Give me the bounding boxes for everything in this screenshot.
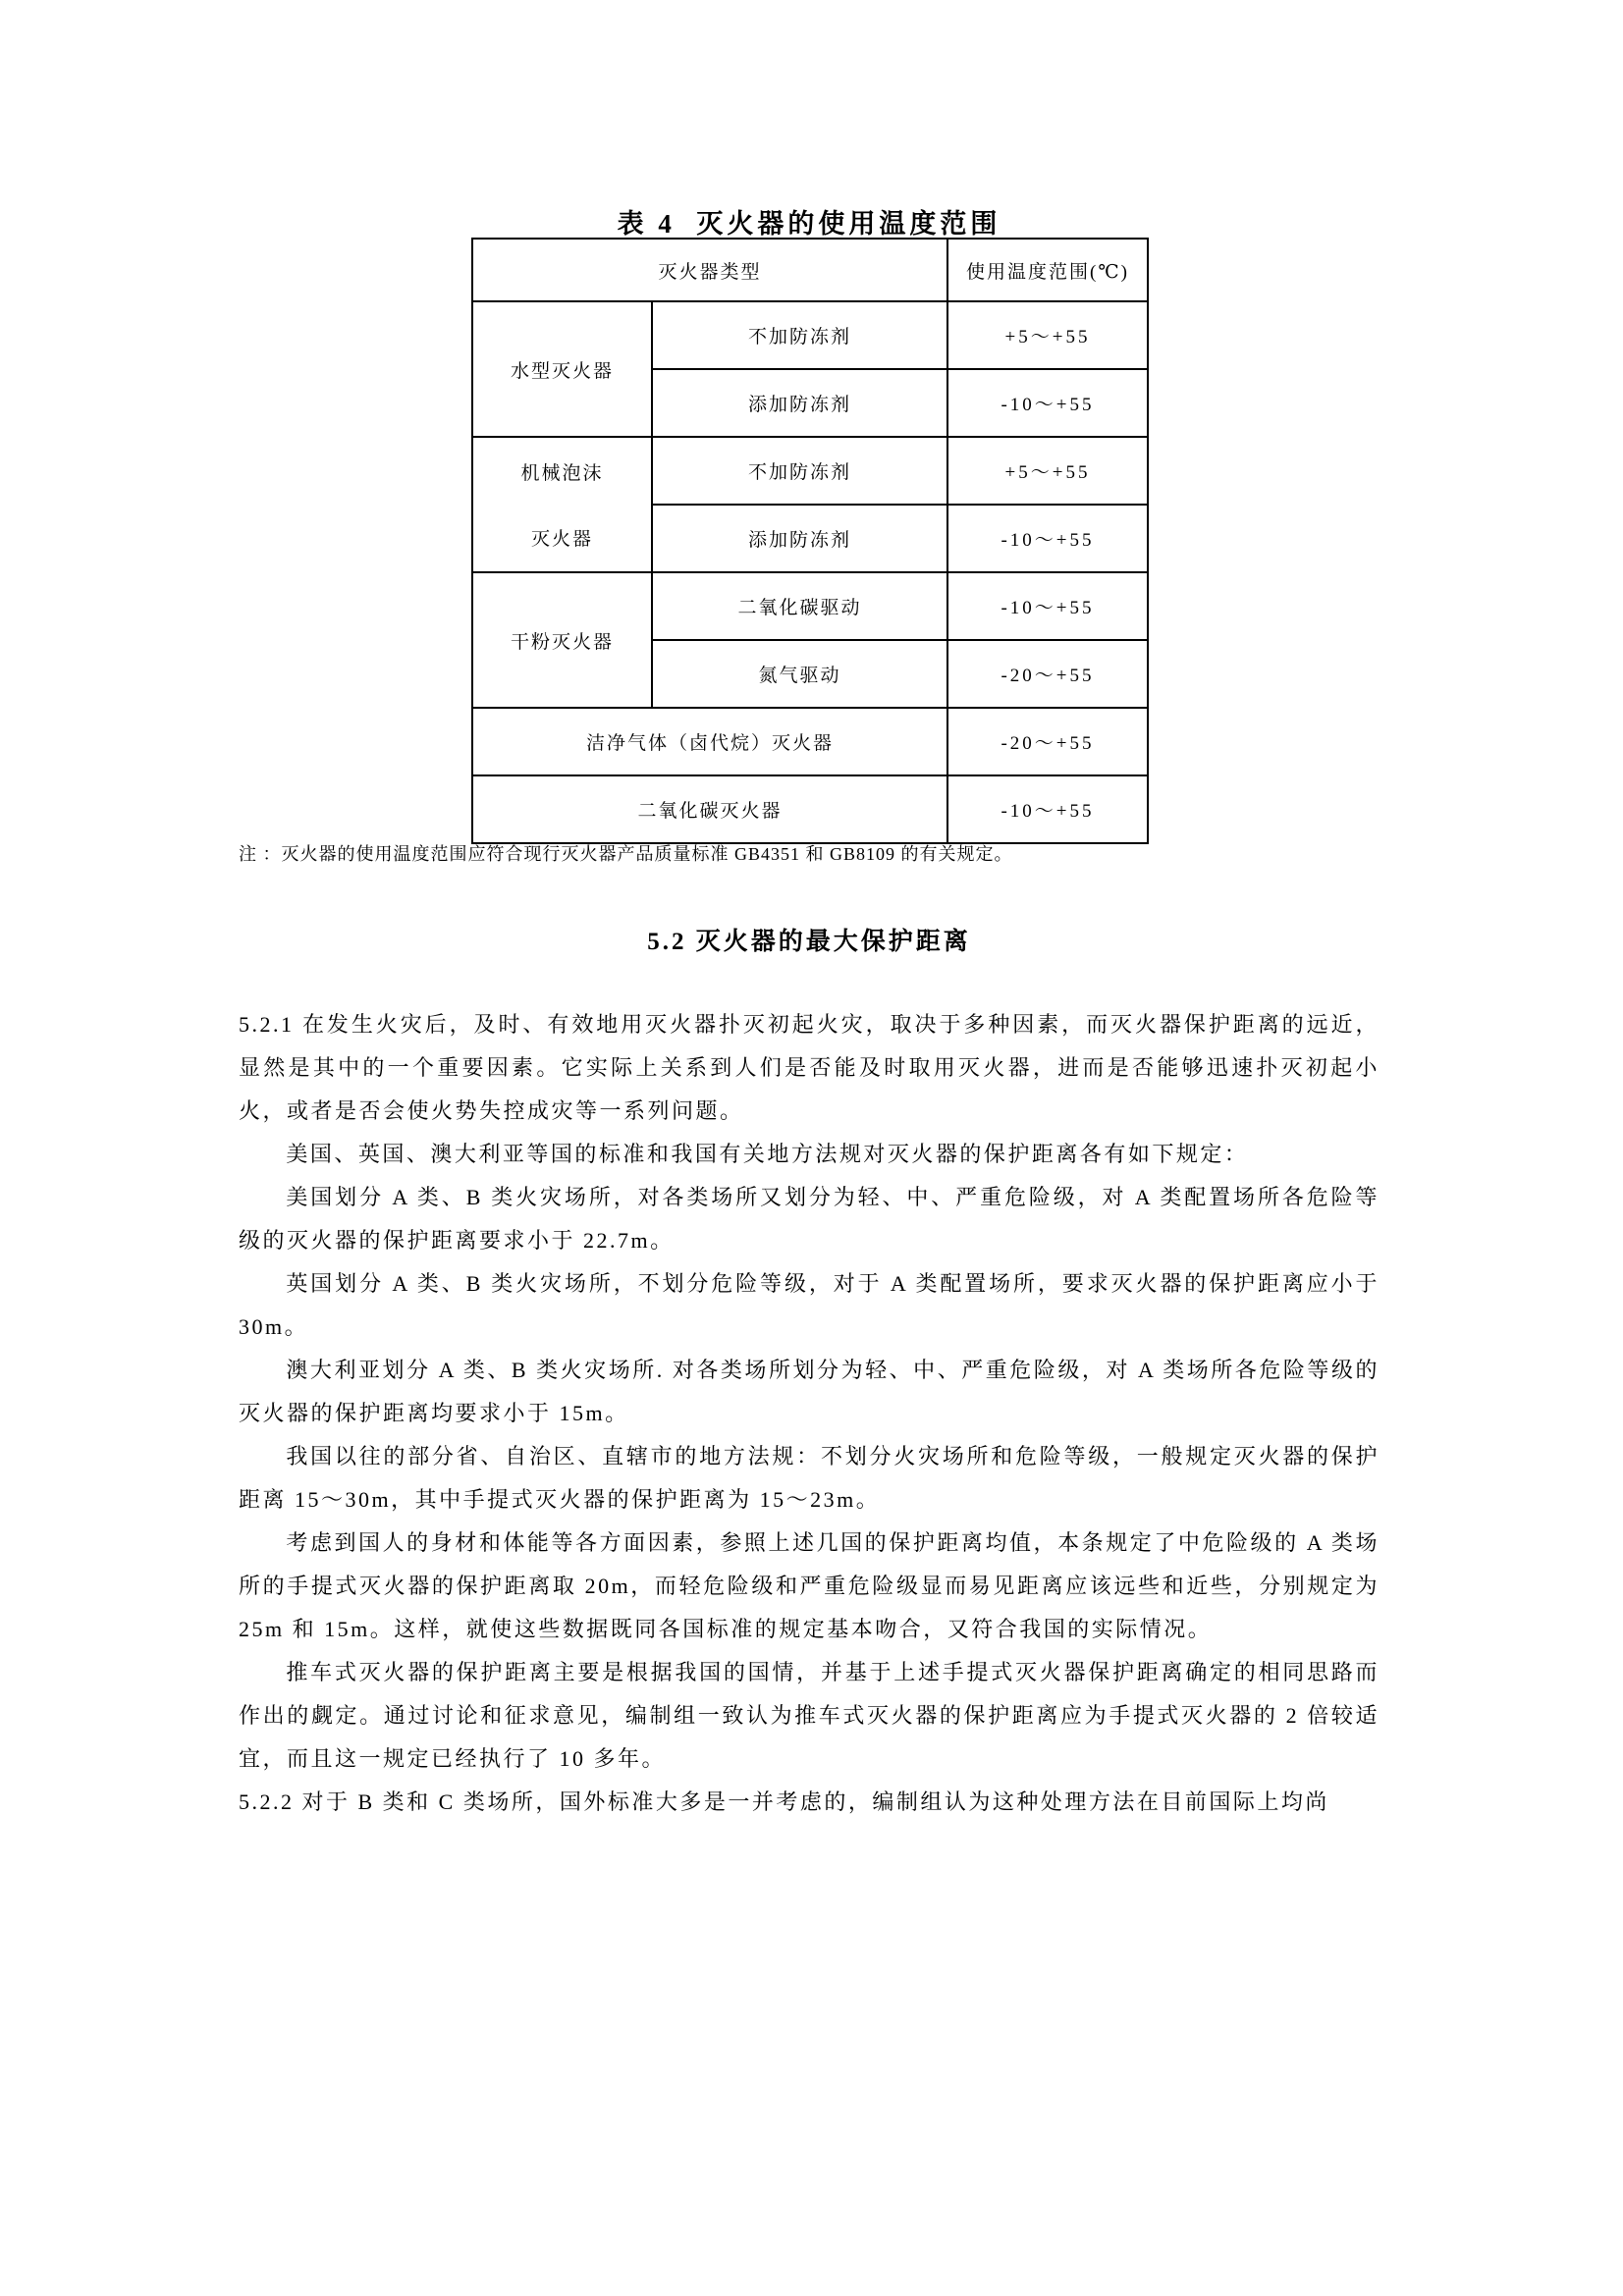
type-cell-co2: 二氧化碳灭火器 bbox=[472, 775, 947, 843]
extinguisher-temperature-table bbox=[471, 238, 1149, 844]
group-cell-foam-line1: 机械泡沫 bbox=[520, 463, 604, 484]
subtype-cell: 添加防冻剂 bbox=[652, 505, 947, 572]
range-cell: +5～+55 bbox=[947, 437, 1148, 505]
subtype-cell: 不加防冻剂 bbox=[652, 301, 947, 369]
group-cell-dry-powder: 干粉灭火器 bbox=[472, 572, 652, 708]
table-note: 注 ：灭火器的使用温度范围应符合现行灭火器产品质量标准 GB4351 和 GB8109 的有关规定。 bbox=[239, 844, 1013, 864]
range-cell: +5～+55 bbox=[947, 301, 1148, 369]
type-cell-clean-gas: 洁净气体（卤代烷）灭火器 bbox=[472, 708, 947, 775]
body-paragraph: 英国划分 A 类、B 类火灾场所，不划分危险等级，对于 A 类配置场所，要求灭火器的保护距离应小于 30m。 bbox=[239, 1271, 1380, 1339]
body-paragraph: 5.2.1 在发生火灾后，及时、有效地用灭火器扑灭初起火灾，取决于多种因素，而灭火器保护距离的远近，显然是其中的一个重要因素。它实际上关系到人们是否能及时取用灭火器，进而是否能够迅速扑灭初起小火，或者是否会使火势失控成灾等一系列问题。 bbox=[239, 1012, 1380, 1123]
body-paragraph: 5.2.2 对于 B 类和 C 类场所，国外标准大多是一并考虑的，编制组认为这种处理方法在目前国际上均尚 bbox=[239, 1789, 1329, 1814]
table-row bbox=[472, 437, 1148, 505]
range-cell: -20～+55 bbox=[947, 708, 1148, 775]
table-row bbox=[472, 708, 1148, 775]
subtype-cell: 二氧化碳驱动 bbox=[652, 572, 947, 640]
range-cell: -10～+55 bbox=[947, 505, 1148, 572]
body-paragraph: 美国、英国、澳大利亚等国的标准和我国有关地方法规对灭火器的保护距离各有如下规定： bbox=[286, 1142, 1249, 1166]
table-row bbox=[472, 775, 1148, 843]
range-cell: -10～+55 bbox=[947, 369, 1148, 437]
group-cell-water: 水型灭火器 bbox=[472, 301, 652, 437]
table-title: 表 4 灭火器的使用温度范围 bbox=[617, 209, 1001, 239]
table-row bbox=[472, 301, 1148, 369]
body-paragraph: 推车式灭火器的保护距离主要是根据我国的国情，并基于上述手提式灭火器保护距离确定的相同思路而作出的觑定。通过讨论和征求意见，编制组一致认为推车式灭火器的保护距离应为手提式灭火器的 2 倍较适宜，而且这一规定已经执行了 10 多年。 bbox=[239, 1660, 1380, 1771]
subtype-cell: 不加防冻剂 bbox=[652, 437, 947, 505]
subtype-cell: 添加防冻剂 bbox=[652, 369, 947, 437]
table-header-row bbox=[472, 239, 1148, 301]
body-paragraph: 澳大利亚划分 A 类、B 类火灾场所. 对各类场所划分为轻、中、严重危险级，对 A 类场所各危险等级的灭火器的保护距离均要求小于 15m。 bbox=[239, 1358, 1380, 1425]
header-range-cell: 使用温度范围(℃) bbox=[947, 239, 1148, 301]
subtype-cell: 氮气驱动 bbox=[652, 640, 947, 708]
header-type-cell: 灭火器类型 bbox=[472, 239, 947, 301]
range-cell: -20～+55 bbox=[947, 640, 1148, 708]
body-paragraph: 考虑到国人的身材和体能等各方面因素，参照上述几国的保护距离均值，本条规定了中危险级的 A 类场所的手提式灭火器的保护距离取 20m，而轻危险级和严重危险级显而易见距离应该远些和近些，分别规定为 25m 和 15m。这样，就使这些数据既同各国标准的规定基本吻合，又符合我国的实际情况。 bbox=[239, 1530, 1380, 1641]
table-row bbox=[472, 572, 1148, 640]
body-paragraph: 我国以往的部分省、自治区、直辖市的地方法规：不划分火灾场所和危险等级，一般规定灭火器的保护距离 15～30m，其中手提式灭火器的保护距离为 15～23m。 bbox=[239, 1444, 1380, 1512]
body-paragraph: 美国划分 A 类、B 类火灾场所，对各类场所又划分为轻、中、严重危险级，对 A 类配置场所各危险等级的灭火器的保护距离要求小于 22.7m。 bbox=[239, 1185, 1380, 1253]
group-cell-foam bbox=[472, 437, 652, 572]
section-heading: 5.2 灭火器的最大保护距离 bbox=[647, 929, 971, 955]
group-cell-foam-line2: 灭火器 bbox=[530, 529, 593, 550]
range-cell: -10～+55 bbox=[947, 572, 1148, 640]
range-cell: -10～+55 bbox=[947, 775, 1148, 843]
section-body bbox=[239, 1003, 1380, 1824]
